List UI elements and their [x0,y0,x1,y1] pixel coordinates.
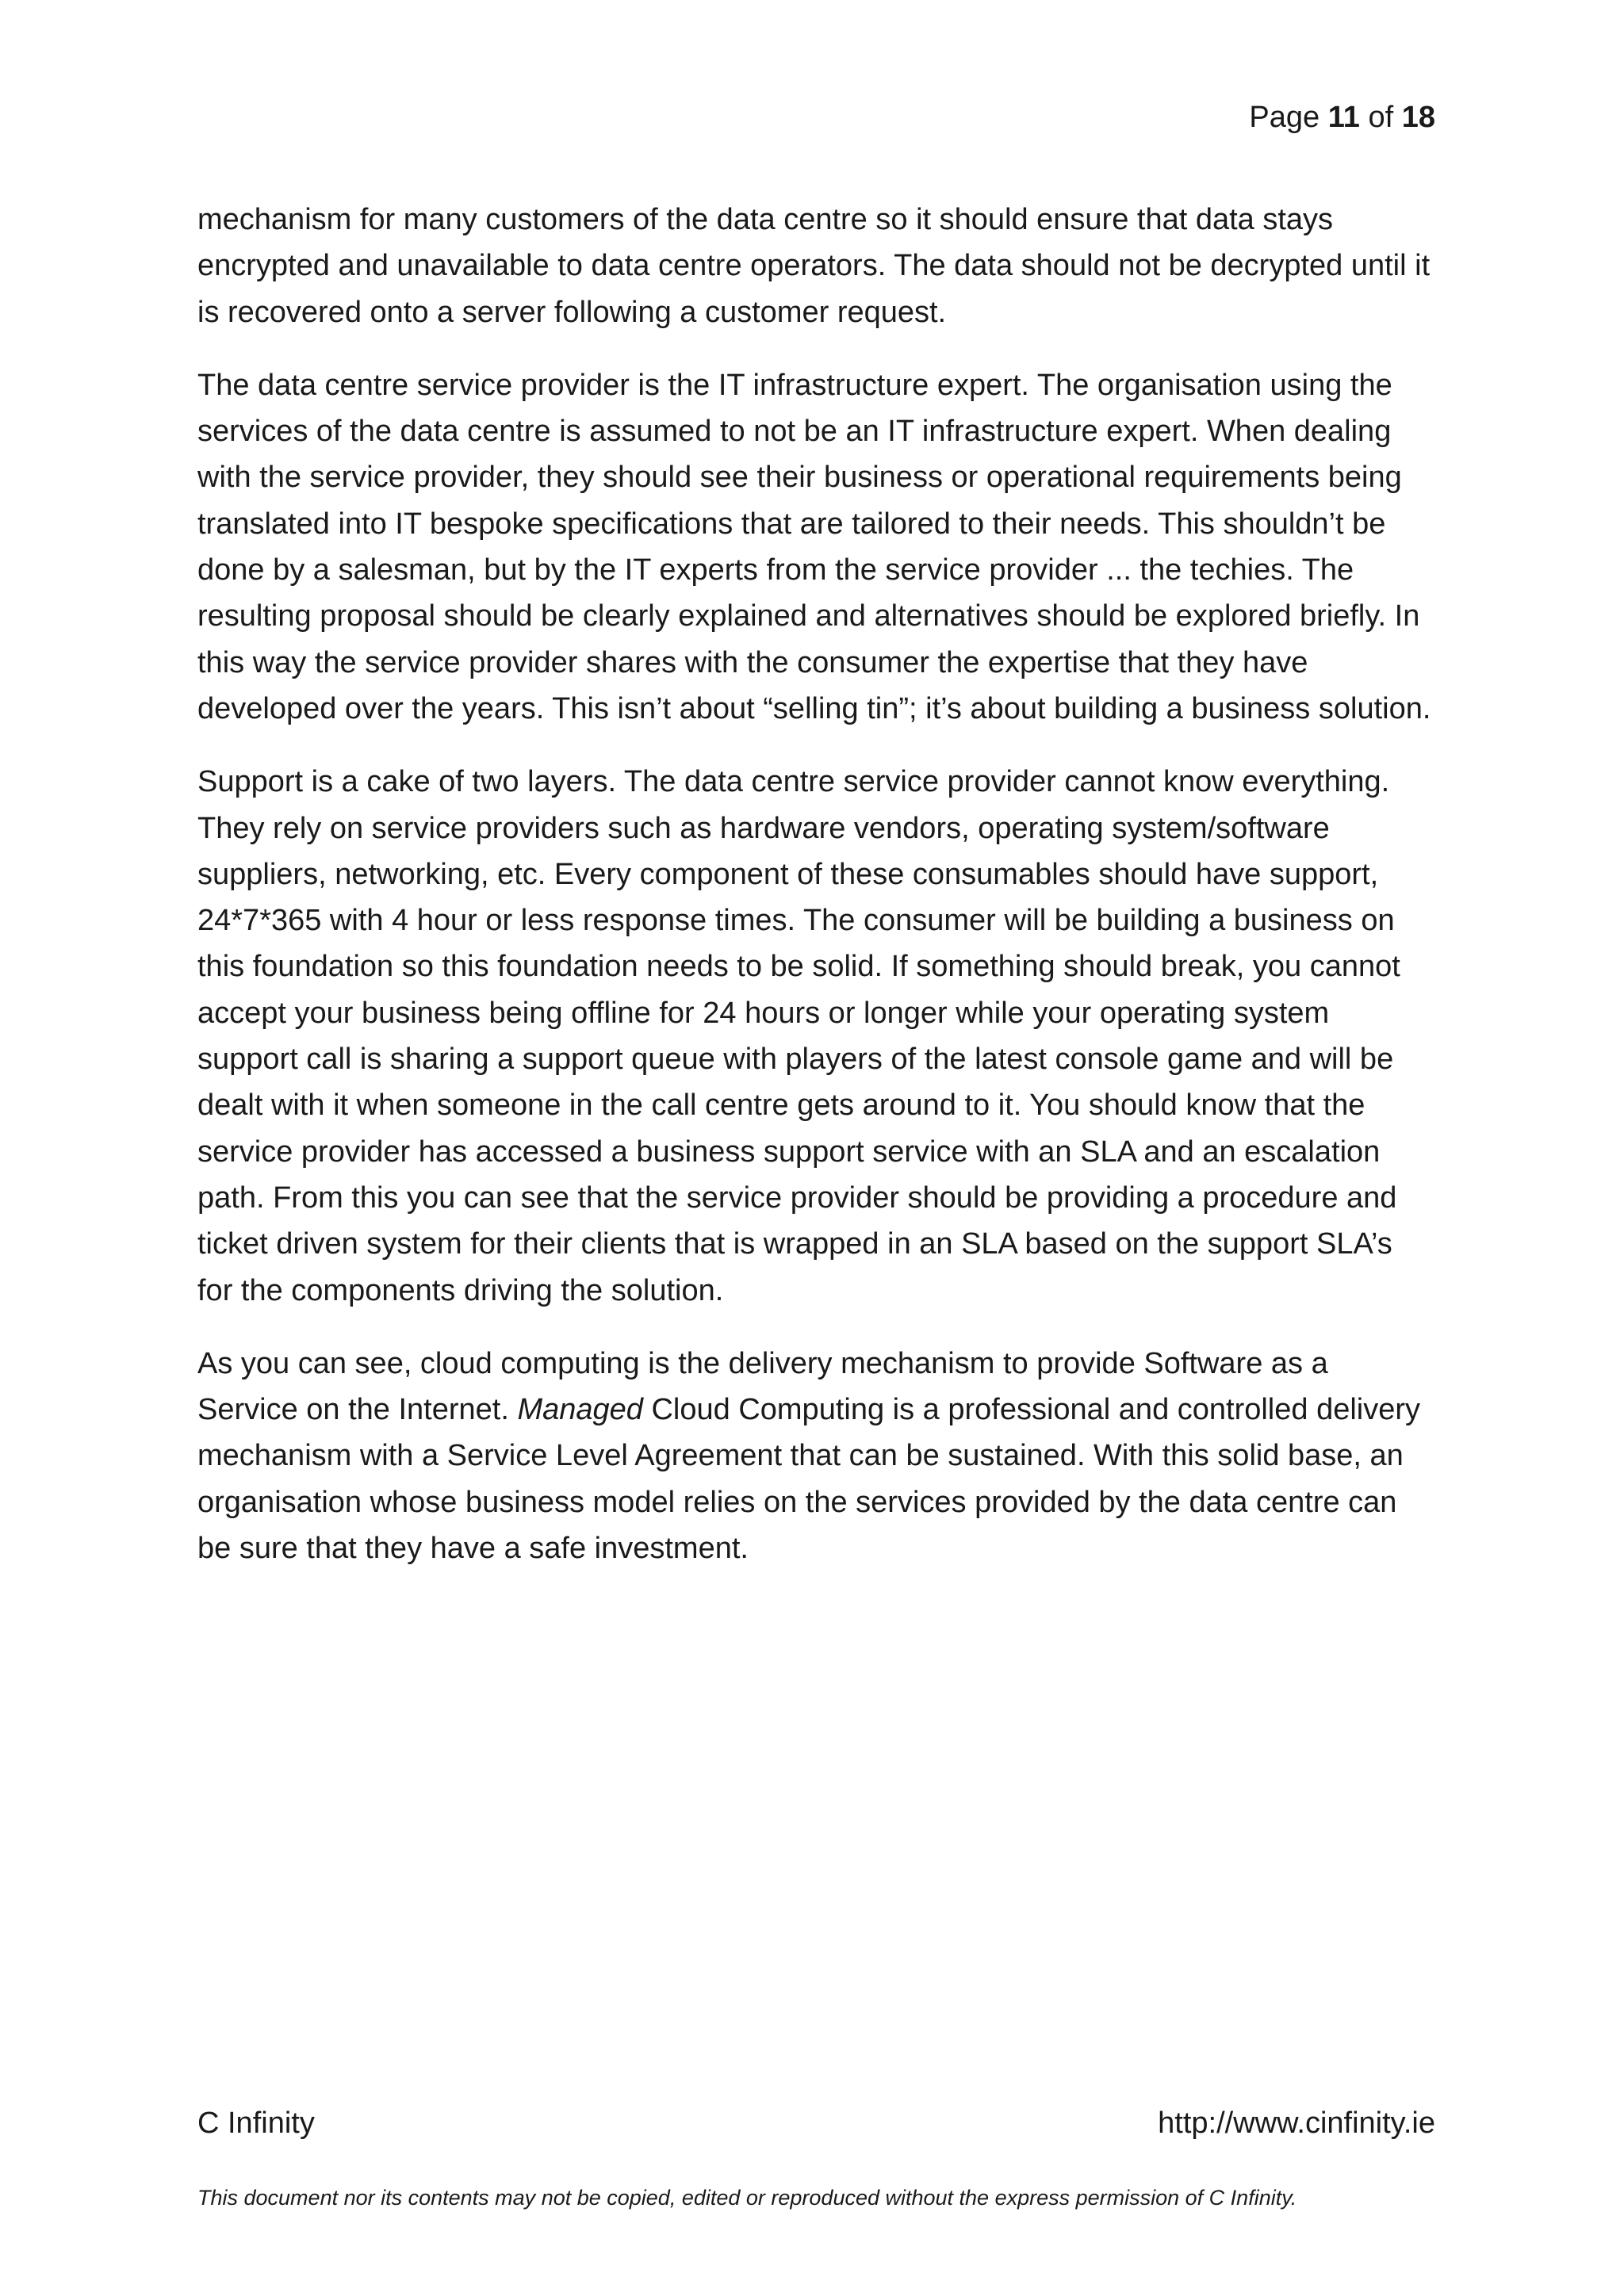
page-number [1249,97,1435,138]
footer-disclaimer: This document nor its contents may not be copied, edited or reproduced without the express permission of C Infinity. [197,2186,1297,2210]
paragraph-support: Support is a cake of two layers. The data centre service provider cannot know everything. They rely on service providers such as hardware vendors, operating system/software suppliers, networking, etc. Every component of these consumables should have support, 24*7*365 with 4 hour or less response times. The consumer will be building a business on this foundation so this foundation needs to be solid. If something should break, you cannot accept your business being offline for 24 hours or longer while your operating system support call is sharing a support queue with players of the latest console game and will be dealt with it when someone in the call centre gets around to it. You should know that the service provider has accessed a business support service with an SLA and an escalation path. From this you can see that the service provider should be providing a procedure and ticket driven system for their clients that is wrapped in an SLA based on the support SLA’s for the components driving the solution. [197,765,1400,1307]
page-prefix: Page [1249,101,1328,134]
page-separator: of [1359,101,1402,134]
paragraph-conclusion [197,1341,1434,1571]
footer-company: C Infinity [197,2107,315,2140]
body-text [197,197,1434,1598]
conclusion-text-start: As you can see, cloud computing is the delivery mechanism to provide Software as a Service on the Internet. [197,1346,1328,1427]
conclusion-text-end: Cloud Computing is a professional and controlled delivery mechanism with a Service Level Agreement that can be sustained. With this solid base, an organisation whose business model relies on the services provided by the data centre can be sure that they have a safe investment. [197,1393,1421,1566]
paragraph-expertise: The data centre service provider is the IT infrastructure expert. The organisation using the services of the data centre is assumed to not be an IT infrastructure expert. When dealing with the service provider, they should see their business or operational requirements being translated into IT bespoke specifications that are tailored to their needs. This shouldn’t be done by a salesman, but by the IT experts from the service provider ... the techies. The resulting proposal should be clearly explained and alternatives should be explored briefly. In this way the service provider shares with the consumer the expertise that they have developed over the years. This isn’t about “selling tin”; it’s about building a business solution. [197,368,1431,725]
footer-url: http://www.cinfinity.ie [1158,2107,1435,2140]
paragraph-encryption: mechanism for many customers of the data centre so it should ensure that data stays encrypted and unavailable to data centre operators. The data should not be decrypted until it is recovered onto a server following a customer request. [197,203,1431,329]
page-current: 11 [1327,101,1360,134]
managed-emphasis: Managed [517,1393,643,1427]
page-total: 18 [1401,101,1435,134]
